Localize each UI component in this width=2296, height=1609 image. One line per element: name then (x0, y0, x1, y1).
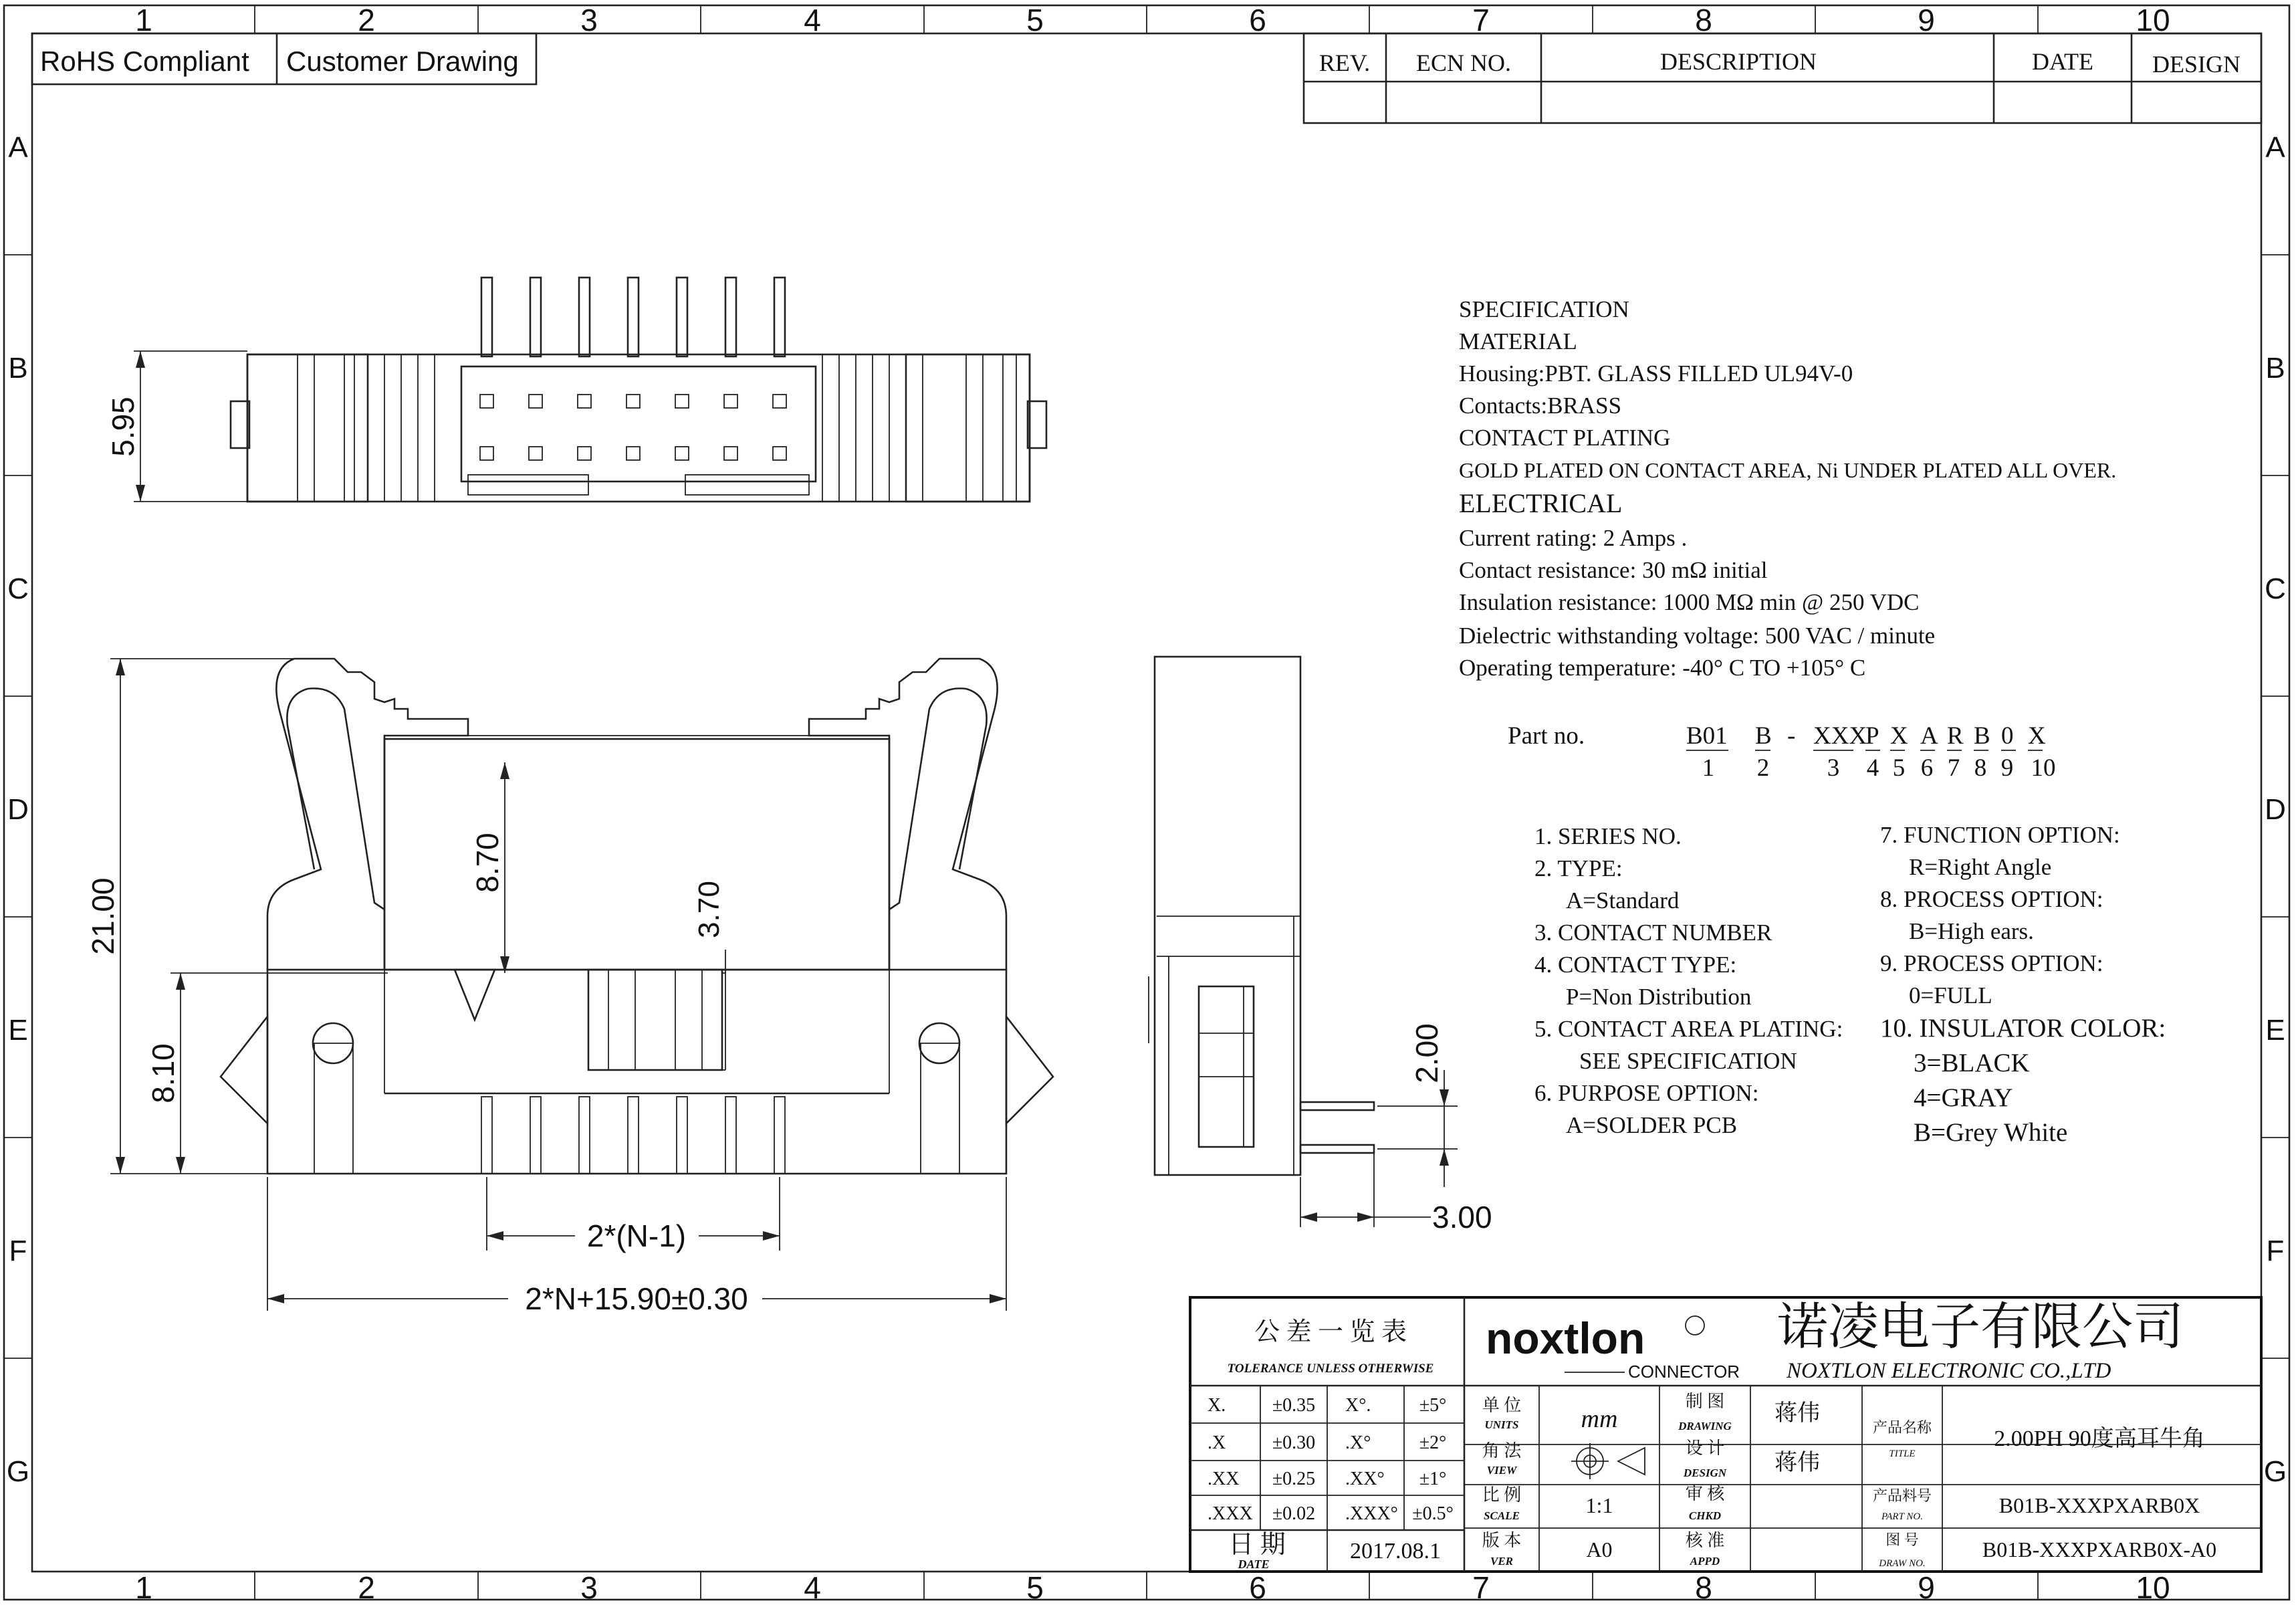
dim-height-inner: 3.70 (693, 881, 725, 938)
svg-text:0=FULL: 0=FULL (1909, 982, 1992, 1008)
part-number-breakdown (1508, 722, 2056, 782)
third-angle-projection-icon (1571, 1443, 1645, 1479)
svg-text:A: A (8, 131, 28, 164)
svg-text:P=Non Distribution: P=Non Distribution (1566, 984, 1752, 1010)
dim-height-lower: 8.10 (146, 1043, 181, 1103)
svg-text:A: A (2265, 131, 2285, 164)
svg-text:2017.08.1: 2017.08.1 (1350, 1539, 1441, 1564)
svg-text:B: B (1974, 722, 1990, 750)
svg-text:±0.30: ±0.30 (1272, 1432, 1316, 1453)
brand-logo: noxtlon (1486, 1313, 1645, 1363)
svg-text:UNITS: UNITS (1484, 1418, 1519, 1431)
svg-text:0: 0 (2001, 722, 2014, 750)
dim-height-latch: 8.70 (470, 833, 505, 893)
svg-text:5. CONTACT AREA PLATING:: 5. CONTACT AREA PLATING: (1534, 1016, 1843, 1042)
svg-text:R: R (1947, 722, 1964, 750)
zone-rows (4, 131, 2289, 1488)
svg-text:±0.02: ±0.02 (1272, 1503, 1316, 1524)
svg-text:±0.5°: ±0.5° (1412, 1503, 1454, 1524)
svg-text:Part no.: Part no. (1508, 722, 1585, 750)
svg-text:SCALE: SCALE (1484, 1509, 1520, 1522)
svg-text:CONNECTOR: CONNECTOR (1628, 1362, 1740, 1382)
svg-text:A=Standard: A=Standard (1566, 887, 1680, 914)
customer-drawing-label: Customer Drawing (286, 45, 519, 77)
svg-text:9: 9 (1918, 3, 1935, 37)
dim-total-length: 2*N+15.90±0.30 (525, 1281, 748, 1316)
svg-text:±1°: ±1° (1419, 1469, 1447, 1489)
svg-text:Contact resistance: 30 mΩ init: Contact resistance: 30 mΩ initial (1459, 557, 1768, 583)
svg-text:DESIGN: DESIGN (1683, 1467, 1727, 1479)
svg-text:9: 9 (1918, 1570, 1935, 1605)
svg-text:±5°: ±5° (1419, 1395, 1447, 1416)
svg-text:A: A (1920, 722, 1938, 750)
svg-text:A0: A0 (1586, 1537, 1613, 1562)
svg-text:10: 10 (2031, 754, 2056, 782)
svg-text:10: 10 (2136, 3, 2170, 37)
company-name-en: NOXTLON ELECTRONIC CO.,LTD (1787, 1359, 2111, 1383)
svg-text:4=GRAY: 4=GRAY (1914, 1083, 2013, 1112)
svg-text:单 位: 单 位 (1482, 1396, 1522, 1415)
svg-text:CHKD: CHKD (1688, 1509, 1722, 1522)
svg-text:VIEW: VIEW (1486, 1464, 1517, 1477)
svg-text:G: G (6, 1455, 30, 1488)
svg-text:日 期: 日 期 (1228, 1531, 1286, 1559)
svg-text:.XXX°: .XXX° (1345, 1503, 1398, 1524)
options-right (1880, 822, 2166, 1147)
svg-text:比 例: 比 例 (1482, 1485, 1522, 1505)
svg-text:蒋伟: 蒋伟 (1774, 1401, 1820, 1426)
svg-text:X.: X. (1208, 1395, 1226, 1416)
top-view (106, 278, 1046, 502)
registered-mark-icon (1686, 1316, 1704, 1335)
svg-text:Housing:PBT. GLASS FILLED UL94: Housing:PBT. GLASS FILLED UL94V-0 (1459, 360, 1853, 387)
svg-text:Operating temperature: -40° C: Operating temperature: -40° C TO +105° C (1459, 655, 1866, 681)
svg-text:B=High ears.: B=High ears. (1909, 918, 2034, 944)
svg-text:产品料号: 产品料号 (1872, 1487, 1932, 1504)
svg-text:.XXX: .XXX (1208, 1503, 1253, 1524)
svg-text:3. CONTACT NUMBER: 3. CONTACT NUMBER (1534, 920, 1772, 946)
svg-text:产品名称: 产品名称 (1872, 1419, 1932, 1436)
svg-text:B01B-XXXPXARB0X: B01B-XXXPXARB0X (1998, 1493, 2200, 1517)
svg-text:7: 7 (1472, 1570, 1490, 1605)
dim-pin-offset: 3.00 (1432, 1200, 1492, 1235)
svg-text:A=SOLDER PCB: A=SOLDER PCB (1566, 1112, 1738, 1138)
svg-text:2: 2 (358, 3, 375, 37)
svg-text:X: X (1890, 722, 1908, 750)
dim-pin-pitch: 2.00 (1409, 1023, 1444, 1083)
svg-text:8: 8 (1695, 3, 1712, 37)
svg-text:X°.: X°. (1345, 1395, 1371, 1416)
svg-text:蒋伟: 蒋伟 (1774, 1451, 1820, 1475)
dim-pitch-span: 2*(N-1) (586, 1218, 687, 1253)
svg-text:F: F (2266, 1235, 2285, 1267)
svg-text:SEE SPECIFICATION: SEE SPECIFICATION (1579, 1048, 1797, 1074)
svg-text:B: B (1755, 722, 1772, 750)
svg-text:4: 4 (804, 3, 821, 37)
svg-text:PART NO.: PART NO. (1881, 1511, 1923, 1522)
header-labels (32, 33, 536, 84)
svg-text:REV.: REV. (1318, 49, 1371, 76)
svg-text:8. PROCESS OPTION:: 8. PROCESS OPTION: (1880, 886, 2103, 912)
svg-text:DATE: DATE (1238, 1558, 1270, 1571)
svg-text:.X: .X (1208, 1432, 1226, 1453)
svg-text:mm: mm (1581, 1405, 1618, 1433)
svg-text:制 图: 制 图 (1685, 1392, 1725, 1411)
svg-text:±2°: ±2° (1419, 1432, 1447, 1453)
svg-text:6: 6 (1249, 1570, 1266, 1605)
dim-height-total: 21.00 (86, 877, 120, 955)
svg-text:±0.25: ±0.25 (1272, 1469, 1316, 1489)
front-view (86, 659, 1053, 1316)
revision-table (1304, 33, 2261, 123)
svg-text:C: C (2265, 572, 2286, 605)
svg-text:GOLD PLATED ON CONTACT AREA, N: GOLD PLATED ON CONTACT AREA, Ni UNDER PLATED ALL OVER. (1459, 458, 2117, 482)
svg-text:8: 8 (1695, 1570, 1712, 1605)
svg-text:P: P (1865, 722, 1879, 750)
svg-text:3: 3 (580, 3, 598, 37)
svg-text:E: E (8, 1014, 28, 1047)
svg-text:SPECIFICATION: SPECIFICATION (1459, 296, 1629, 322)
specification-block (1459, 296, 2116, 681)
svg-text:VER: VER (1490, 1555, 1514, 1568)
svg-text:ELECTRICAL: ELECTRICAL (1459, 488, 1623, 518)
title-block (1190, 1297, 2261, 1572)
dim-height-top: 5.95 (106, 397, 140, 457)
svg-text:2: 2 (358, 1570, 375, 1605)
svg-text:DESCRIPTION: DESCRIPTION (1659, 48, 1817, 75)
svg-text:1: 1 (135, 3, 152, 37)
svg-text:E: E (2265, 1014, 2285, 1047)
side-view (1149, 657, 1492, 1235)
svg-text:.X°: .X° (1345, 1432, 1371, 1453)
svg-text:7. FUNCTION OPTION:: 7. FUNCTION OPTION: (1880, 822, 2120, 848)
svg-text:图 号: 图 号 (1885, 1531, 1919, 1548)
svg-text:2.00PH 90度高耳牛角: 2.00PH 90度高耳牛角 (1994, 1426, 2205, 1451)
svg-text:3: 3 (580, 1570, 598, 1605)
svg-text:DESIGN: DESIGN (2152, 51, 2241, 78)
svg-text:TOLERANCE UNLESS OTHERWISE: TOLERANCE UNLESS OTHERWISE (1227, 1362, 1434, 1376)
svg-text:2: 2 (1756, 754, 1770, 782)
svg-text:4: 4 (804, 1570, 821, 1605)
svg-text:1: 1 (1702, 754, 1715, 782)
svg-text:Current rating: 2 Amps .: Current rating: 2 Amps . (1459, 525, 1688, 551)
svg-text:G: G (2263, 1455, 2287, 1488)
svg-text:C: C (7, 572, 29, 605)
svg-text:2. TYPE:: 2. TYPE: (1534, 855, 1623, 881)
svg-text:Insulation resistance: 1000 MΩ: Insulation resistance: 1000 MΩ min @ 250 VDC (1459, 589, 1920, 615)
svg-text:8: 8 (1974, 754, 1987, 782)
svg-text:Contacts:BRASS: Contacts:BRASS (1459, 393, 1622, 419)
svg-text:.XX°: .XX° (1345, 1469, 1385, 1489)
svg-text:B=Grey White: B=Grey White (1914, 1118, 2068, 1147)
svg-text:-: - (1787, 722, 1796, 750)
svg-text:3: 3 (1827, 754, 1840, 782)
svg-text:D: D (2265, 793, 2286, 826)
svg-text:3=BLACK: 3=BLACK (1914, 1049, 2030, 1077)
svg-text:APPD: APPD (1690, 1555, 1720, 1568)
svg-text:4: 4 (1866, 754, 1879, 782)
svg-text:10: 10 (2136, 1570, 2170, 1605)
svg-text:B: B (2265, 352, 2285, 385)
svg-text:1. SERIES NO.: 1. SERIES NO. (1534, 823, 1682, 849)
svg-text:6. PURPOSE OPTION:: 6. PURPOSE OPTION: (1534, 1080, 1759, 1106)
svg-text:公 差 一 览 表: 公 差 一 览 表 (1254, 1318, 1407, 1346)
svg-text:XXX: XXX (1813, 722, 1867, 750)
svg-text:ECN NO.: ECN NO. (1416, 49, 1511, 76)
svg-text:7: 7 (1472, 3, 1490, 37)
svg-text:D: D (7, 793, 29, 826)
svg-text:6: 6 (1249, 3, 1266, 37)
svg-text:DATE: DATE (2032, 48, 2093, 75)
svg-text:审 核: 审 核 (1685, 1484, 1725, 1503)
svg-text:±0.35: ±0.35 (1272, 1395, 1316, 1416)
svg-text:5: 5 (1026, 1570, 1044, 1605)
svg-text:F: F (9, 1235, 27, 1267)
svg-text:1:1: 1:1 (1585, 1493, 1613, 1517)
svg-text:.XX: .XX (1208, 1469, 1240, 1489)
svg-text:CONTACT PLATING: CONTACT PLATING (1459, 425, 1671, 451)
svg-text:6: 6 (1920, 754, 1934, 782)
svg-text:核 准: 核 准 (1685, 1531, 1725, 1550)
svg-text:MATERIAL: MATERIAL (1459, 328, 1577, 354)
svg-text:Dielectric withstanding voltag: Dielectric withstanding voltage: 500 VAC / minute (1459, 623, 1936, 649)
svg-text:4. CONTACT TYPE:: 4. CONTACT TYPE: (1534, 952, 1737, 978)
svg-text:X: X (2028, 722, 2046, 750)
svg-text:5: 5 (1892, 754, 1906, 782)
rohs-label: RoHS Compliant (40, 45, 249, 77)
svg-text:9. PROCESS OPTION:: 9. PROCESS OPTION: (1880, 950, 2103, 976)
svg-text:DRAW NO.: DRAW NO. (1879, 1558, 1926, 1569)
options-left (1534, 823, 1843, 1138)
svg-text:1: 1 (135, 1570, 152, 1605)
svg-text:5: 5 (1026, 3, 1044, 37)
svg-text:R=Right Angle: R=Right Angle (1909, 854, 2052, 880)
svg-text:9: 9 (2000, 754, 2014, 782)
svg-text:版 本: 版 本 (1482, 1531, 1522, 1550)
svg-text:DRAWING: DRAWING (1678, 1420, 1732, 1432)
svg-text:7: 7 (1947, 754, 1960, 782)
svg-text:B: B (8, 352, 28, 385)
svg-text:设 计: 设 计 (1685, 1438, 1725, 1458)
svg-text:角 法: 角 法 (1482, 1441, 1522, 1461)
company-name-cn: 诺凌电子有限公司 (1777, 1299, 2184, 1356)
svg-text:B01B-XXXPXARB0X-A0: B01B-XXXPXARB0X-A0 (1982, 1537, 2217, 1562)
svg-text:10. INSULATOR COLOR:: 10. INSULATOR COLOR: (1880, 1014, 2166, 1043)
svg-text:TITLE: TITLE (1889, 1449, 1916, 1459)
svg-text:B01: B01 (1686, 722, 1728, 750)
